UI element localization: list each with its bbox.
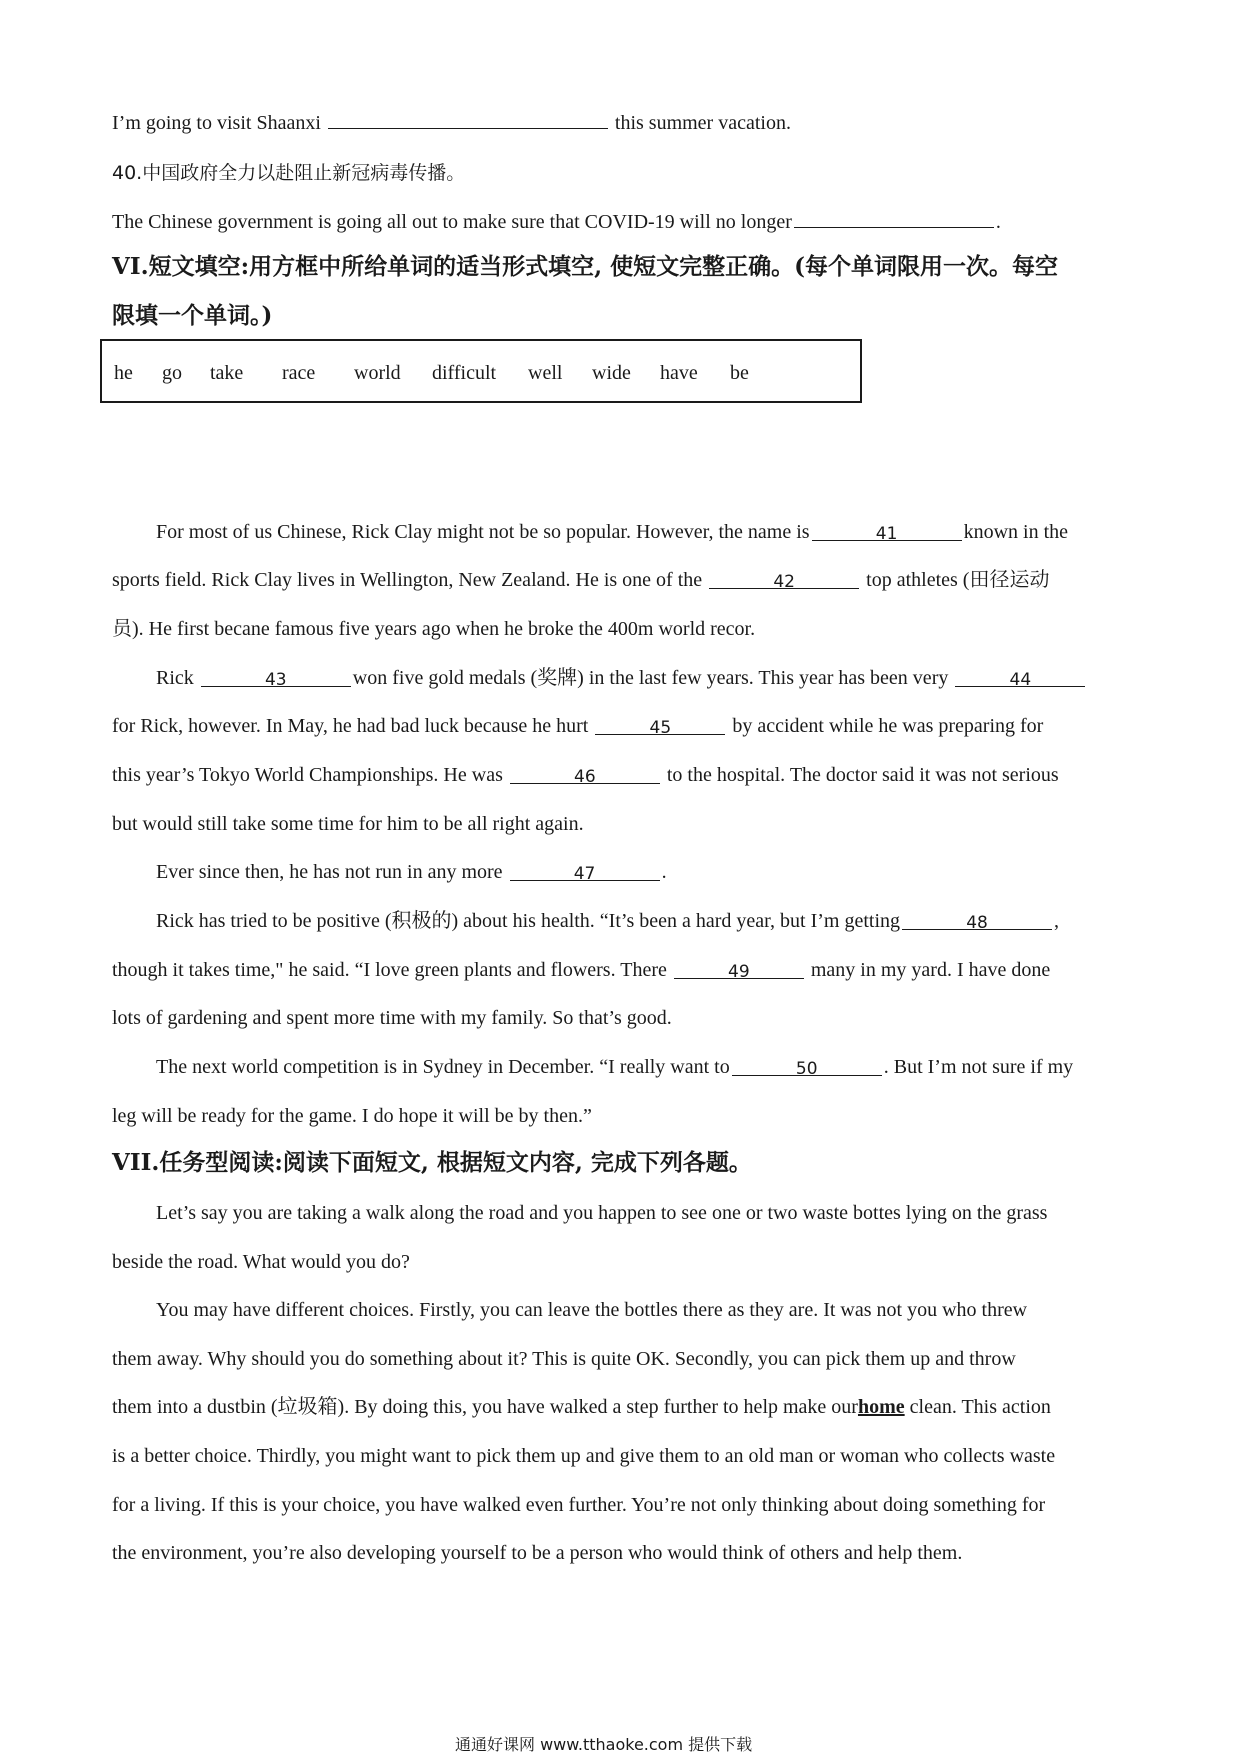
word-bank-item: wide	[592, 362, 631, 384]
word-bank-item: go	[162, 362, 182, 384]
answer-blank-48[interactable]	[902, 909, 1052, 933]
passage6-line	[112, 568, 1049, 592]
word-bank-item: well	[528, 362, 563, 384]
word-bank-item: take	[210, 362, 244, 384]
passage6-line	[156, 909, 1059, 933]
passage6-line: but would still take some time for him to be all right again.	[112, 813, 584, 835]
passage6-line: lots of gardening and spent more time with my family. So that’s good.	[112, 1007, 672, 1029]
page-footer: 通通好课网 www.tthaoke.com 提供下载	[455, 1735, 753, 1754]
passage-text: . But I’m not sure if my	[883, 1056, 1074, 1078]
passage-text: many in my yard. I have done	[810, 959, 1051, 981]
answer-blank-49[interactable]	[674, 958, 804, 982]
blank-number: 44	[1009, 670, 1032, 690]
passage-text: to the hospital. The doctor said it was not serious	[666, 764, 1059, 786]
word-bank-item: have	[660, 362, 698, 384]
blank-number: 50	[795, 1059, 818, 1079]
passage7-line: beside the road. What would you do?	[112, 1251, 410, 1273]
passage-text: ,	[1054, 910, 1060, 932]
word-bank-item: he	[114, 362, 133, 384]
q39-text-after: this summer vacation.	[614, 112, 791, 134]
passage6-line	[156, 666, 1087, 690]
q40-text-after: .	[995, 211, 1001, 233]
passage7-line: them away. Why should you do something about it? This is quite OK. Secondly, you can pick them up and throw	[112, 1348, 1016, 1370]
section6-title-line1: VI.短文填空:用方框中所给单词的适当形式填空, 使短文完整正确。(每个单词限用一次。每空	[112, 253, 1058, 280]
passage-text: by accident while he was preparing for	[732, 715, 1044, 737]
blank-number: 49	[728, 962, 750, 982]
passage-text: known in the	[963, 521, 1069, 543]
passage6-line	[156, 520, 1068, 544]
answer-blank-43[interactable]	[201, 666, 351, 690]
passage-text: For most of us Chinese, Rick Clay might not be so popular. However, the name is	[156, 521, 810, 543]
passage7-line: for a living. If this is your choice, you have walked even further. You’re not only thinking about doing something for	[112, 1494, 1046, 1516]
blank-number: 41	[875, 524, 898, 544]
passage6-line	[112, 714, 1043, 738]
answer-blank-50[interactable]	[732, 1055, 882, 1079]
answer-blank-42[interactable]	[709, 568, 859, 592]
q40-prompt: 40.中国政府全力以赴阻止新冠病毒传播。	[112, 162, 466, 184]
blank-number: 42	[773, 572, 795, 592]
underlined-word-home: home	[857, 1396, 905, 1418]
passage6-line	[156, 1055, 1073, 1079]
passage7-line	[112, 1395, 1051, 1419]
passage-text: top athletes (田径运动	[866, 569, 1050, 591]
passage-text: this year’s Tokyo World Championships. He was	[112, 764, 503, 786]
passage-text: clean. This action	[909, 1396, 1051, 1418]
answer-blank-44[interactable]	[955, 666, 1085, 690]
word-bank-item: race	[282, 362, 316, 384]
word-bank-item: be	[730, 362, 749, 384]
blank-number: 48	[966, 913, 988, 933]
passage-text: Rick	[156, 667, 194, 689]
answer-blank-47[interactable]	[510, 860, 660, 884]
word-bank-item: world	[354, 362, 401, 384]
passage6-line	[112, 763, 1059, 787]
passage-text: won five gold medals (奖牌) in the last few years. This year has been very	[352, 667, 949, 689]
passage-text: them into a dustbin (垃圾箱). By doing this, you have walked a step further to help make our	[112, 1396, 858, 1418]
passage6-line	[112, 958, 1050, 982]
passage-text: The next world competition is in Sydney in December. “I really want to	[156, 1056, 730, 1078]
q39-answer-blank[interactable]	[328, 108, 608, 129]
q40-text-before: The Chinese government is going all out to make sure that COVID-19 will no longer	[112, 211, 792, 233]
passage-text: though it takes time," he said. “I love green plants and flowers. There	[112, 959, 667, 981]
passage7-line: is a better choice. Thirdly, you might want to pick them up and give them to an old man or woman who collects waste	[112, 1445, 1056, 1467]
blank-number: 45	[649, 718, 672, 738]
q40-line	[112, 207, 1001, 234]
passage-text: for Rick, however. In May, he had bad luck because he hurt	[112, 715, 589, 737]
answer-blank-41[interactable]	[812, 520, 962, 544]
section6-title-line2: 限填一个单词。)	[112, 302, 273, 329]
word-bank-box	[100, 339, 862, 403]
answer-blank-46[interactable]	[510, 763, 660, 787]
passage-text: Rick has tried to be positive (积极的) about his health. “It’s been a hard year, but I’m getting	[156, 910, 901, 932]
passage7-line: Let’s say you are taking a walk along the road and you happen to see one or two waste bottes lying on the grass	[156, 1202, 1048, 1224]
q39-text-before: I’m going to visit Shaanxi	[112, 112, 321, 134]
passage7-line: You may have different choices. Firstly, you can leave the bottles there as they are. It was not you who threw	[156, 1299, 1028, 1321]
q39-line	[112, 108, 791, 135]
passage6-line: 员). He first becane famous five years ago when he broke the 400m world recor.	[112, 618, 756, 640]
passage-text: .	[661, 861, 667, 883]
passage6-line	[156, 860, 667, 884]
blank-number: 46	[574, 767, 596, 787]
answer-blank-45[interactable]	[595, 714, 725, 738]
q40-answer-blank[interactable]	[794, 207, 994, 228]
passage-text: Ever since then, he has not run in any more	[156, 861, 503, 883]
passage6-line: leg will be ready for the game. I do hope it will be by then.”	[112, 1105, 592, 1127]
passage7-line: the environment, you’re also developing yourself to be a person who would think of others and help them.	[112, 1542, 963, 1564]
blank-number: 43	[264, 670, 287, 690]
passage-text: sports field. Rick Clay lives in Wellington, New Zealand. He is one of the	[112, 569, 703, 591]
section7-title: VII.任务型阅读:阅读下面短文, 根据短文内容, 完成下列各题。	[112, 1149, 752, 1176]
blank-number: 47	[573, 864, 596, 884]
word-bank-item: difficult	[432, 362, 497, 384]
